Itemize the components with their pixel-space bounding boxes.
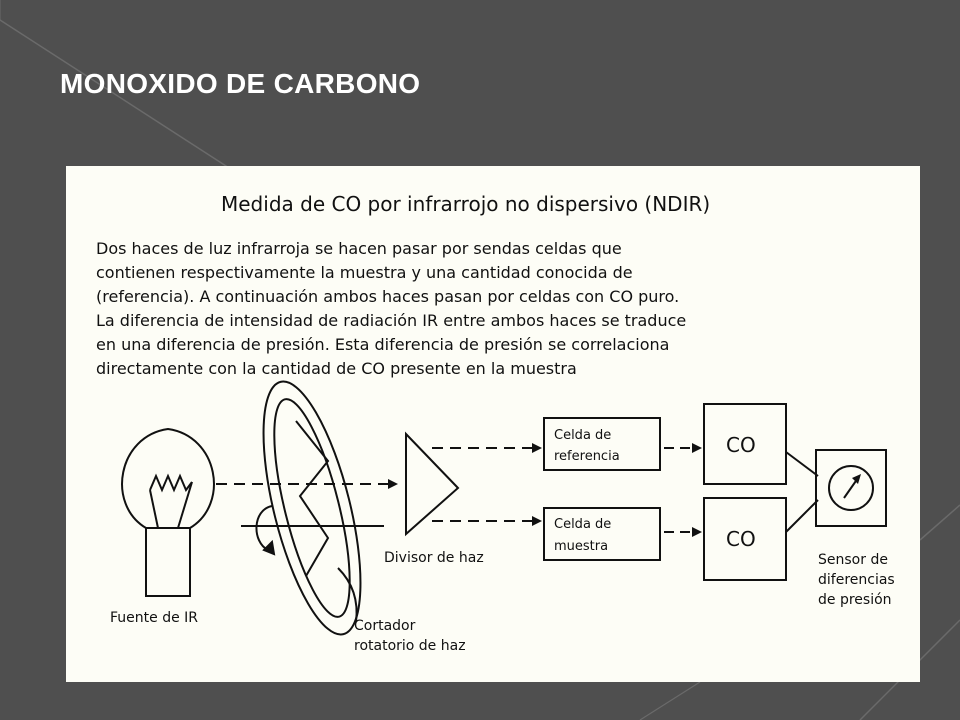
sensor-label: Sensor de: [818, 552, 888, 568]
description-line: contienen respectivamente la muestra y una cantidad conocida de: [96, 263, 633, 282]
co-cell-bottom-label: CO: [726, 527, 756, 551]
slide-title: MONOXIDO DE CARBONO: [60, 68, 421, 99]
reference-cell-label: Celda de: [554, 428, 612, 443]
chopper-label: rotatorio de haz: [354, 638, 466, 654]
sample-cell-label: Celda de: [554, 517, 612, 532]
sensor-label: de presión: [818, 592, 892, 608]
sensor-connectors: [786, 452, 818, 532]
ir-source-bulb: [122, 429, 214, 596]
ir-source-label: Fuente de IR: [110, 610, 199, 626]
description-line: Dos haces de luz infrarroja se hacen pasar por sendas celdas que: [96, 239, 622, 258]
gauge-needle-head: [852, 474, 861, 484]
ndir-diagram: [66, 166, 920, 682]
sample-cell-label: muestra: [554, 539, 609, 554]
figure-description: [96, 239, 686, 378]
sensor-label: diferencias: [818, 572, 895, 588]
reference-cell-label: referencia: [554, 449, 620, 464]
co-cell-top-label: CO: [726, 433, 756, 457]
figure-heading: Medida de CO por infrarrojo no dispersivo (NDIR): [221, 192, 711, 216]
rotating-chopper: [241, 373, 384, 644]
description-line: en una diferencia de presión. Esta diferencia de presión se correlaciona: [96, 335, 670, 354]
ndir-figure-panel: [66, 166, 920, 682]
description-line: directamente con la cantidad de CO presente en la muestra: [96, 359, 577, 378]
description-line: La diferencia de intensidad de radiación IR entre ambos haces se traduce: [96, 311, 687, 330]
description-line: (referencia). A continuación ambos haces pasan por celdas con CO puro.: [96, 287, 680, 306]
splitter-label: Divisor de haz: [384, 550, 484, 566]
chopper-label: Cortador: [354, 618, 416, 634]
